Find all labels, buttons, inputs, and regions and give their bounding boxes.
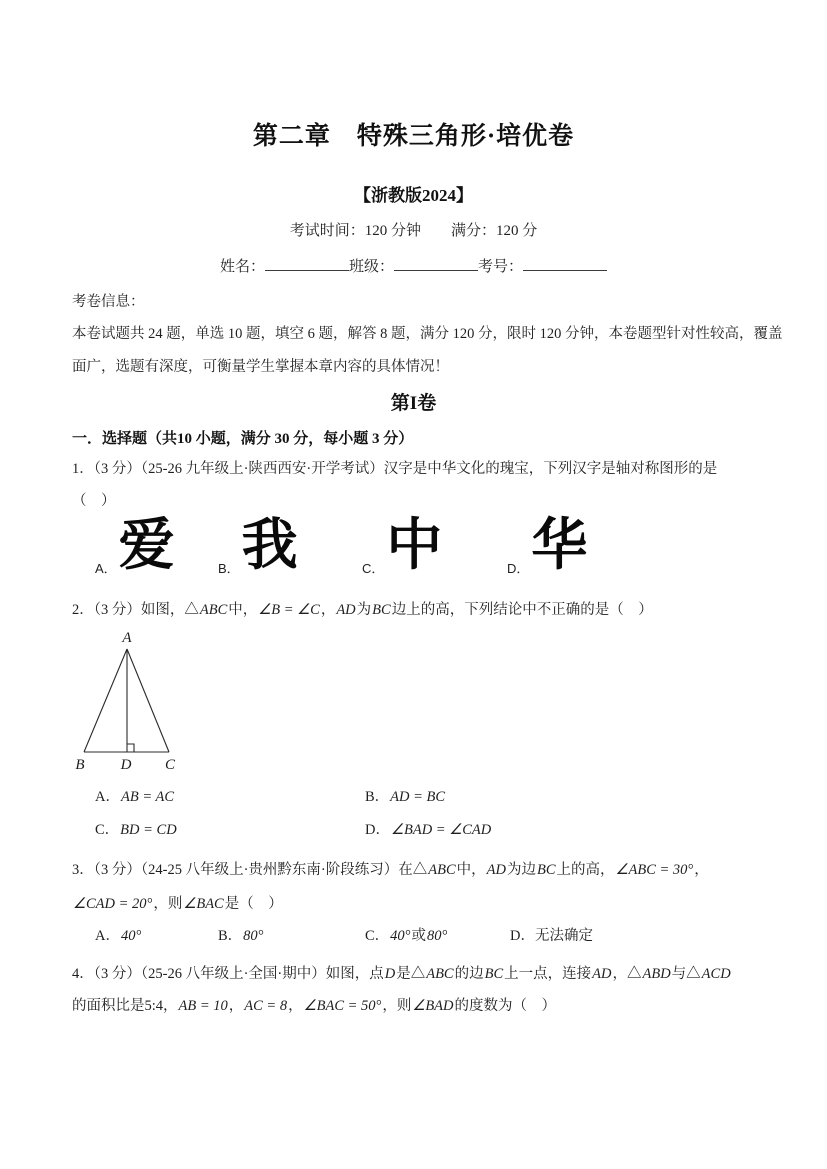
option-d[interactable] [365, 820, 755, 840]
part-title: 第I卷 [390, 392, 437, 414]
option-text: 40°或80° [390, 927, 448, 944]
option-b[interactable] [365, 787, 755, 807]
option-label: D． [507, 561, 530, 577]
triangle-figure [66, 629, 755, 779]
option-a[interactable] [95, 926, 218, 946]
triangle-abc-svg [66, 629, 206, 779]
option-b[interactable] [218, 926, 365, 946]
option-label: C． [362, 561, 385, 577]
class-label: 班级： [348, 258, 394, 275]
option-text: 40° [120, 927, 142, 944]
student-fill-line [72, 255, 755, 277]
question-1-options [72, 512, 755, 577]
page-title: 第二章 特殊三角形·培优卷 [252, 123, 575, 150]
option-text: AD = BC [390, 788, 446, 805]
question-3-options [72, 926, 755, 946]
edition-label: 【浙教版2024】 [354, 186, 473, 206]
option-label: A． [95, 561, 117, 577]
name-blank [265, 255, 349, 271]
option-c[interactable] [95, 820, 365, 840]
option-label: C． [365, 927, 390, 944]
option-c[interactable] [365, 926, 510, 946]
question-4-stem-line-1: 4．（3 分）（25-26 八年级上·全国·期中）如图，点D是△ABC的边BC上一点，连接AD，△ABD与△ACD [72, 966, 731, 983]
exam-meta [72, 222, 755, 242]
question-4-stem-line-2: 的面积比是5:4，AB = 10，AC = 8，∠BAC = 50°，则∠BAD的度数为（ ） [72, 998, 557, 1015]
side-ab [84, 649, 127, 752]
option-c[interactable] [362, 512, 507, 577]
option-d[interactable] [510, 926, 593, 946]
question-2-options [72, 787, 755, 841]
right-angle-marker [127, 744, 134, 752]
question-1-stem: 1．（3 分）（25-26 九年级上·陕西西安·开学考试）汉字是中华文化的瑰宝，下列汉字是轴对称图形的是 [72, 460, 718, 477]
option-text: 无法确定 [534, 927, 593, 944]
option-character: 爱 [118, 512, 175, 576]
option-label: B． [365, 788, 390, 805]
side-ac [127, 649, 169, 752]
exam-no-label: 考号： [478, 258, 524, 275]
option-label: A． [95, 927, 120, 944]
paper-info-heading: 考卷信息： [72, 294, 145, 311]
option-text: ∠BAD = ∠CAD [390, 821, 492, 838]
full-score-label: 满分：120 分 [451, 223, 538, 240]
vertex-label-a: A [122, 629, 132, 646]
option-d[interactable] [507, 512, 588, 577]
exam-time-label: 考试时间：120 分钟 [289, 223, 421, 240]
option-label: A． [95, 788, 120, 805]
name-label: 姓名： [219, 258, 265, 275]
vertex-label-d: D [120, 756, 132, 773]
option-text: AB = AC [120, 788, 174, 805]
option-character: 我 [241, 512, 298, 576]
paper-info-line-2: 面广，选题有深度，可衡量学生掌握本章内容的具体情况！ [72, 358, 449, 375]
paper-info-line-1: 本卷试题共 24 题，单选 10 题，填空 6 题，解答 8 题，满分 120 分，限时 120 分钟，本卷题型针对性较高，覆盖 [72, 326, 783, 343]
option-text: BD = CD [120, 821, 177, 838]
option-text: 80° [243, 927, 264, 944]
option-character: 华 [531, 512, 588, 576]
option-label: B． [218, 927, 243, 944]
vertex-label-c: C [164, 756, 176, 773]
exam-no-blank [523, 255, 607, 271]
option-label: D． [510, 927, 535, 944]
option-label: D． [365, 821, 390, 838]
option-label: B． [218, 561, 240, 577]
vertex-label-b: B [75, 756, 85, 773]
option-character: 中 [386, 512, 443, 576]
question-2-stem: 2．（3 分）如图，△ABC中，∠B = ∠C，AD为BC边上的高，下列结论中不正确的是（ ） [72, 602, 653, 619]
question-1-answer-bracket: （ ） [72, 493, 116, 510]
section-heading: 一．选择题（共10 小题，满分 30 分，每小题 3 分） [72, 430, 414, 447]
option-a[interactable] [95, 512, 218, 577]
question-3-stem-line-1: 3．（3 分）（24-25 八年级上·贵州黔东南·阶段练习）在△ABC中，AD为边BC上的高，∠ABC = 30°， [72, 862, 709, 879]
option-label: C． [95, 821, 120, 838]
class-blank [394, 255, 478, 271]
option-a[interactable] [95, 787, 365, 807]
question-3-stem-line-2: ∠CAD = 20°，则∠BAC是（ ） [73, 895, 283, 912]
option-b[interactable] [218, 512, 362, 577]
